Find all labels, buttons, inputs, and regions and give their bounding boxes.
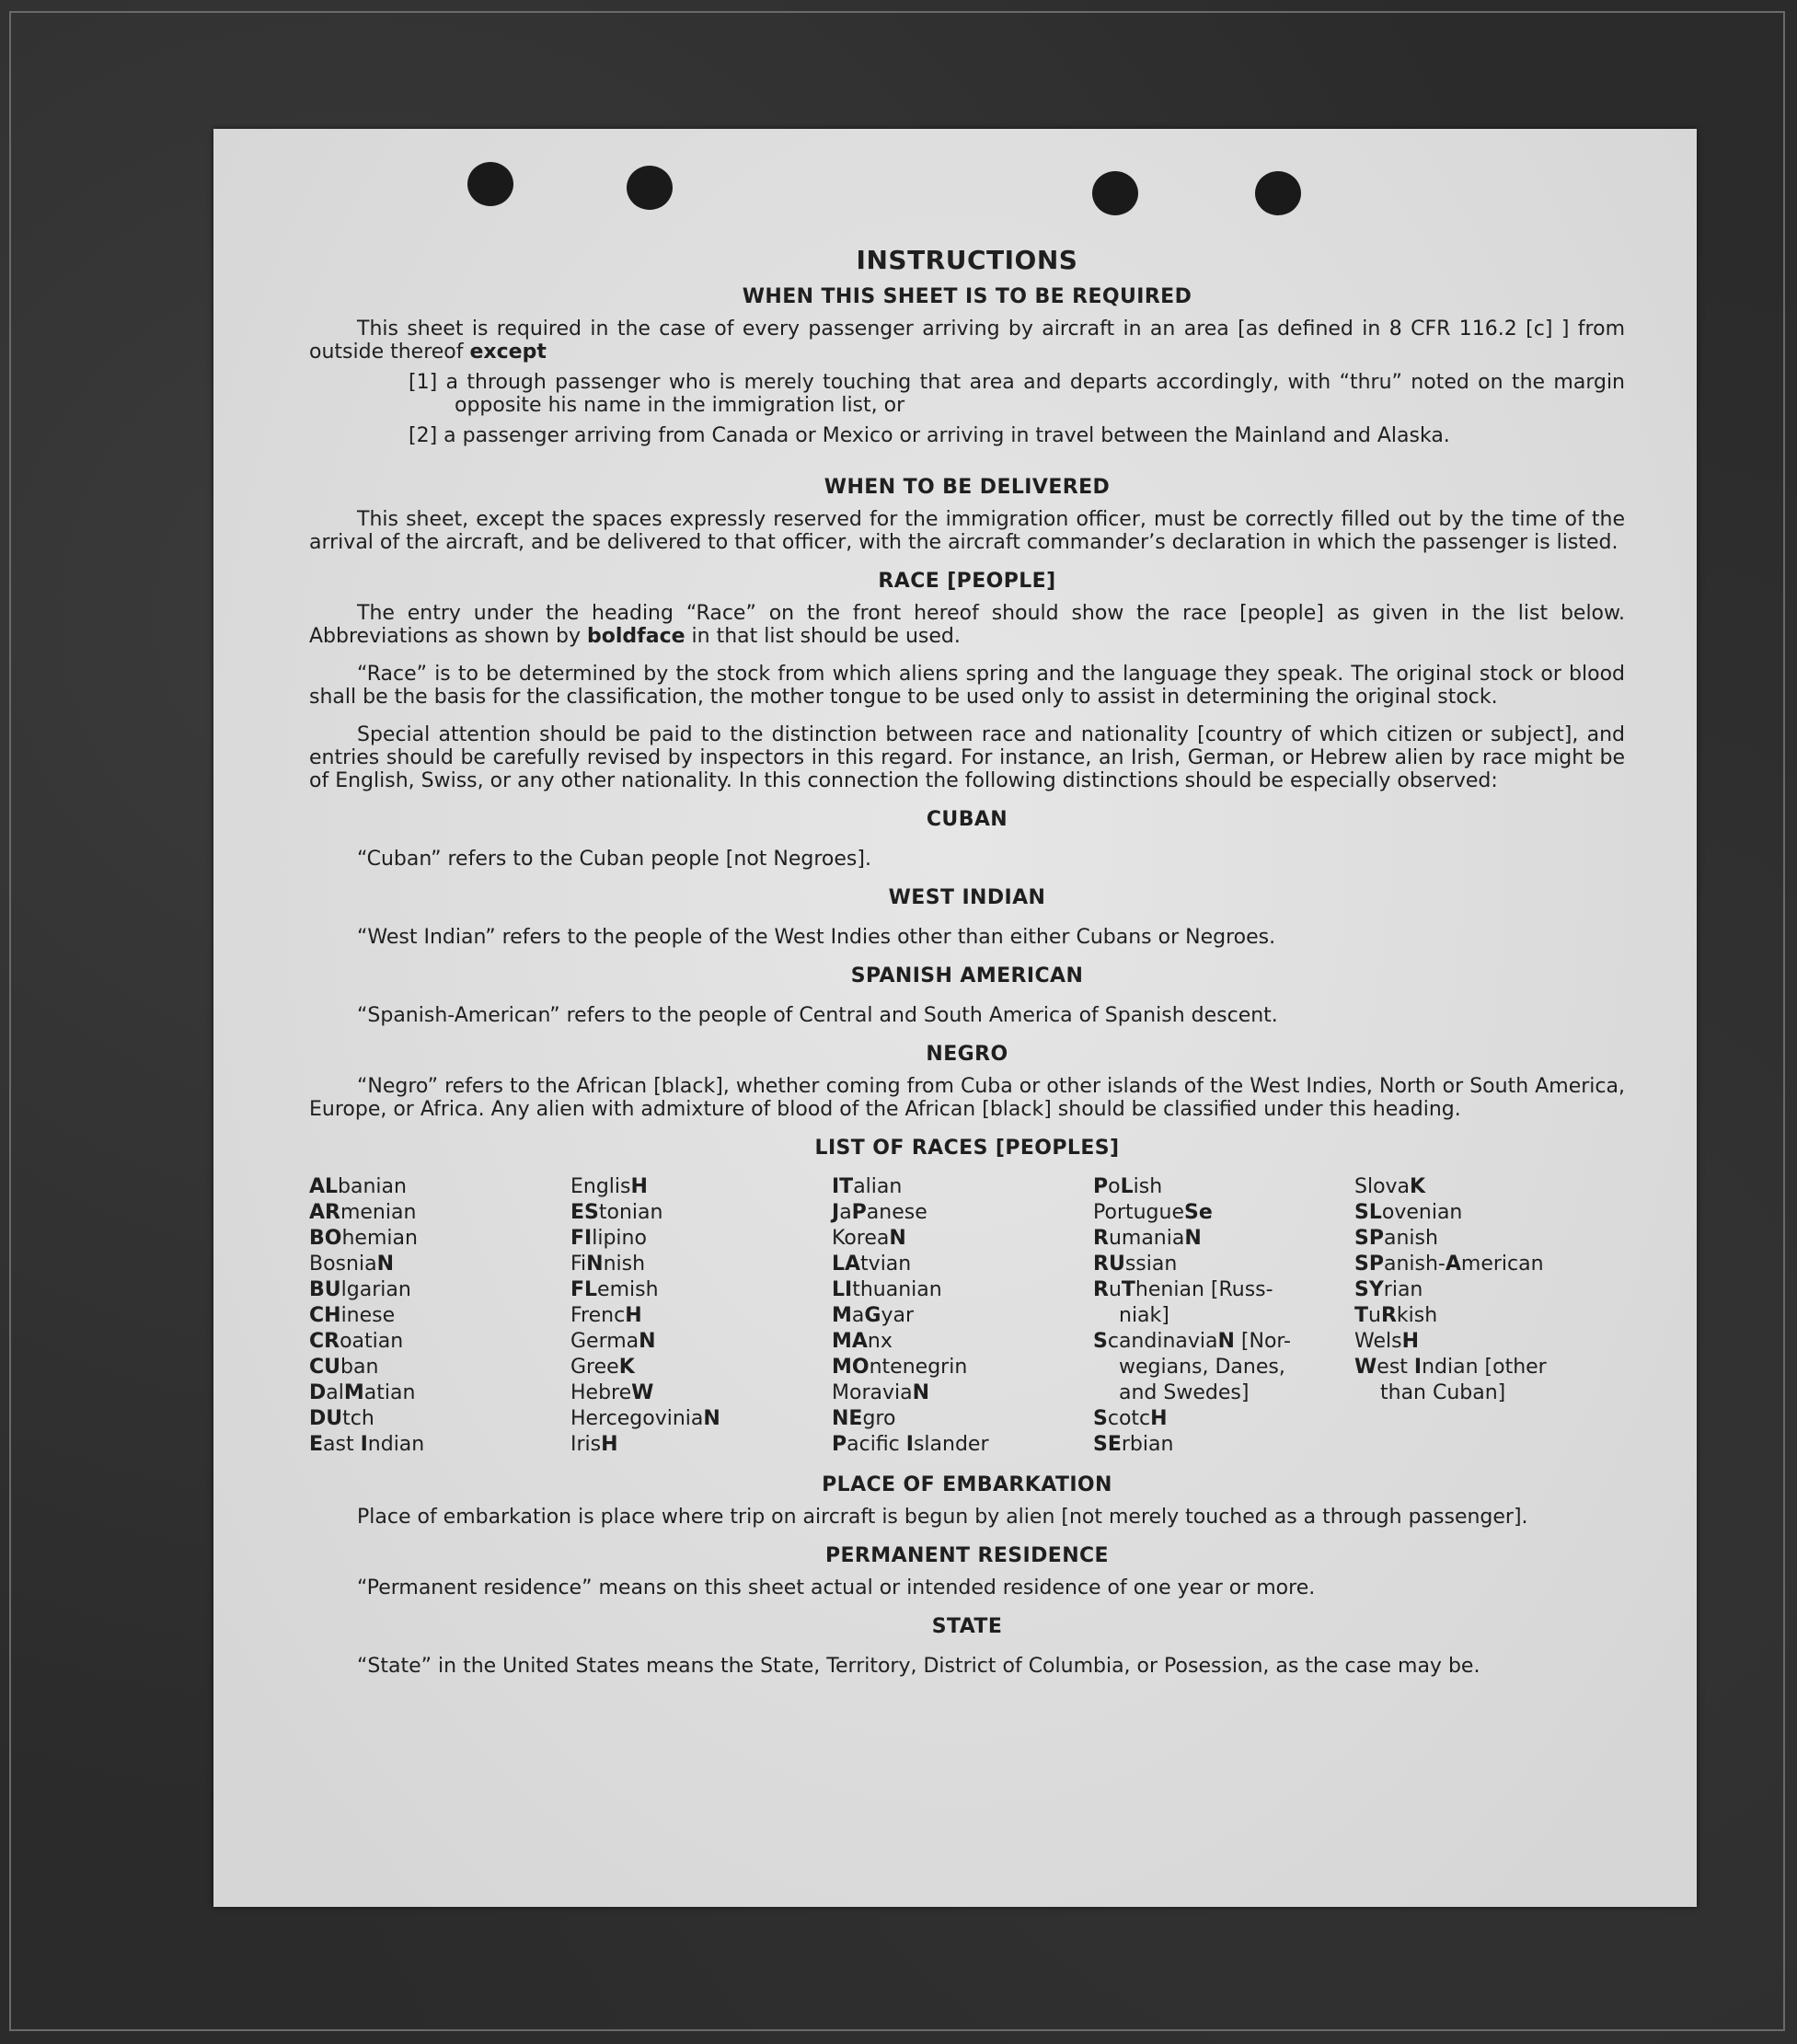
race-list (309, 1174, 1625, 1458)
race-entry: NEgro (832, 1407, 896, 1430)
race-entry: BosniaN (309, 1253, 394, 1276)
race-entry: BOhemian (309, 1227, 418, 1250)
race-entry: KoreaN (832, 1227, 906, 1250)
cuban-heading: CUBAN (926, 808, 1008, 831)
race-entry: MAnx (832, 1330, 893, 1353)
race-entry: SYrian (1354, 1278, 1423, 1301)
race-entry: LAtvian (832, 1253, 912, 1276)
race-paragraph-2: “Race” is to be determined by the stock from which aliens spring and the language they speak. The original stock or blood shall be the basis for the classification, the mother tongue to be used only to assist in determining the original stock. (309, 663, 1625, 709)
race-column (570, 1174, 832, 1458)
race-entry: GreeK (570, 1356, 635, 1379)
punch-hole (627, 166, 673, 210)
when-delivered-heading: WHEN TO BE DELIVERED (824, 476, 1111, 499)
permanent-residence-heading: PERMANENT RESIDENCE (824, 1544, 1109, 1567)
punch-hole (1255, 171, 1301, 215)
embarkation-text: Place of embarkation is place where trip on aircraft is begun by alien [not merely touched as a through passenger]. (357, 1506, 1528, 1529)
race-entry: ScandinaviaN [Nor- (1093, 1330, 1291, 1353)
instructions-content (309, 244, 1625, 1678)
race-paragraph-1: The entry under the heading “Race” on the front hereof should show the race [people] as given in the list below. Abbreviations as shown by boldface in that list should be used. (309, 602, 1625, 648)
race-column (309, 1174, 570, 1458)
race-entry: FLemish (570, 1278, 659, 1301)
race-entry: BUlgarian (309, 1278, 411, 1301)
race-entry: MaGyar (832, 1304, 914, 1327)
race-entry: wegians, Danes, (1119, 1356, 1285, 1379)
embarkation-heading: PLACE OF EMBARKATION (822, 1473, 1112, 1496)
race-column (1354, 1174, 1616, 1458)
race-entry: RuThenian [Russ- (1093, 1278, 1273, 1301)
when-required-intro: This sheet is required in the case of every passenger arriving by aircraft in an area [as defined in 8 CFR 116.2 [c] ] from outside thereof except (309, 318, 1625, 364)
race-entry: SLovenian (1354, 1201, 1463, 1224)
race-column (1093, 1174, 1354, 1458)
race-entry: GermaN (570, 1330, 656, 1353)
instructions-title: INSTRUCTIONS (856, 245, 1078, 275)
race-entry: FiNnish (570, 1253, 646, 1276)
race-entry: EnglisH (570, 1175, 648, 1198)
race-list-heading: LIST OF RACES [PEOPLES] (814, 1137, 1120, 1160)
race-entry: East Indian (309, 1433, 425, 1456)
when-delivered-text: This sheet, except the spaces expressly reserved for the immigration officer, must be correctly filled out by the time of the arrival of the aircraft, and be delivered to that officer, with the aircraft commander’s declaration in which the passenger is listed. (309, 508, 1625, 554)
race-entry: EStonian (570, 1201, 663, 1224)
race-heading: RACE [PEOPLE] (878, 570, 1056, 593)
west-indian-text: “West Indian” refers to the people of the West Indies other than either Cubans or Negroes. (357, 926, 1276, 949)
race-entry: FrencH (570, 1304, 642, 1327)
race-entry: DalMatian (309, 1381, 416, 1404)
race-entry: niak] (1119, 1304, 1169, 1327)
punch-hole (467, 162, 513, 206)
permanent-residence-text: “Permanent residence” means on this sheet actual or intended residence of one year or more. (357, 1576, 1316, 1599)
spanish-american-text: “Spanish-American” refers to the people of Central and South America of Spanish descent. (357, 1004, 1278, 1027)
race-entry: FIlipino (570, 1227, 647, 1250)
cuban-text: “Cuban” refers to the Cuban people [not Negroes]. (357, 848, 871, 871)
race-column (832, 1174, 1093, 1458)
when-required-heading: WHEN THIS SHEET IS TO BE REQUIRED (742, 285, 1192, 308)
race-entry: CRoatian (309, 1330, 404, 1353)
race-entry: ARmenian (309, 1201, 417, 1224)
race-entry: PoLish (1093, 1175, 1163, 1198)
race-entry: ScotcH (1093, 1407, 1168, 1430)
race-entry: MOntenegrin (832, 1356, 968, 1379)
race-entry: CUban (309, 1356, 379, 1379)
document-page (213, 129, 1697, 1907)
race-entry: West Indian [other (1354, 1356, 1547, 1379)
race-entry: WelsH (1354, 1330, 1419, 1353)
spanish-american-heading: SPANISH AMERICAN (850, 964, 1084, 987)
race-entry: CHinese (309, 1304, 396, 1327)
west-indian-heading: WEST INDIAN (888, 886, 1046, 909)
race-entry: LIthuanian (832, 1278, 942, 1301)
race-entry: DUtch (309, 1407, 374, 1430)
race-entry: Pacific Islander (832, 1433, 989, 1456)
race-entry: PortugueSe (1093, 1201, 1213, 1224)
race-entry: ITalian (832, 1175, 903, 1198)
race-entry: SlovaK (1354, 1175, 1426, 1198)
race-entry: than Cuban] (1380, 1381, 1506, 1404)
state-text: “State” in the United States means the State, Territory, District of Columbia, or Posession, as the case may be. (357, 1655, 1480, 1678)
race-entry: SPanish-American (1354, 1253, 1544, 1276)
race-entry: SPanish (1354, 1227, 1438, 1250)
race-entry: RUssian (1093, 1253, 1178, 1276)
race-entry: SErbian (1093, 1433, 1174, 1456)
race-entry: and Swedes] (1119, 1381, 1250, 1404)
punch-hole (1092, 171, 1138, 215)
race-entry: HercegoviniaN (570, 1407, 720, 1430)
state-heading: STATE (931, 1615, 1003, 1638)
race-entry: RumaniaN (1093, 1227, 1202, 1250)
exception-item-1: [1] a through passenger who is merely touching that area and departs accordingly, with “thru” noted on the margin opposite his name in the immigration list, or (409, 371, 1625, 417)
race-entry: IrisH (570, 1433, 618, 1456)
negro-heading: NEGRO (926, 1043, 1008, 1066)
race-entry: TuRkish (1354, 1304, 1438, 1327)
negro-text: “Negro” refers to the African [black], whether coming from Cuba or other islands of the West Indies, North or South America, Europe, or Africa. Any alien with admixture of blood of the African [black] should be classified under this heading. (309, 1075, 1625, 1121)
race-entry: HebreW (570, 1381, 654, 1404)
race-entry: JaPanese (832, 1201, 927, 1224)
race-entry: MoraviaN (832, 1381, 930, 1404)
race-paragraph-3: Special attention should be paid to the distinction between race and nationality [country of which citizen or subject], and entries should be carefully revised by inspectors in this regard. For instance, an Irish, German, or Hebrew alien by race might be of English, Swiss, or any other nationality. In this connection the following distinctions should be especially observed: (309, 723, 1625, 792)
race-entry: ALbanian (309, 1175, 407, 1198)
exception-item-2: [2] a passenger arriving from Canada or Mexico or arriving in travel between the Mainland and Alaska. (409, 424, 1450, 447)
